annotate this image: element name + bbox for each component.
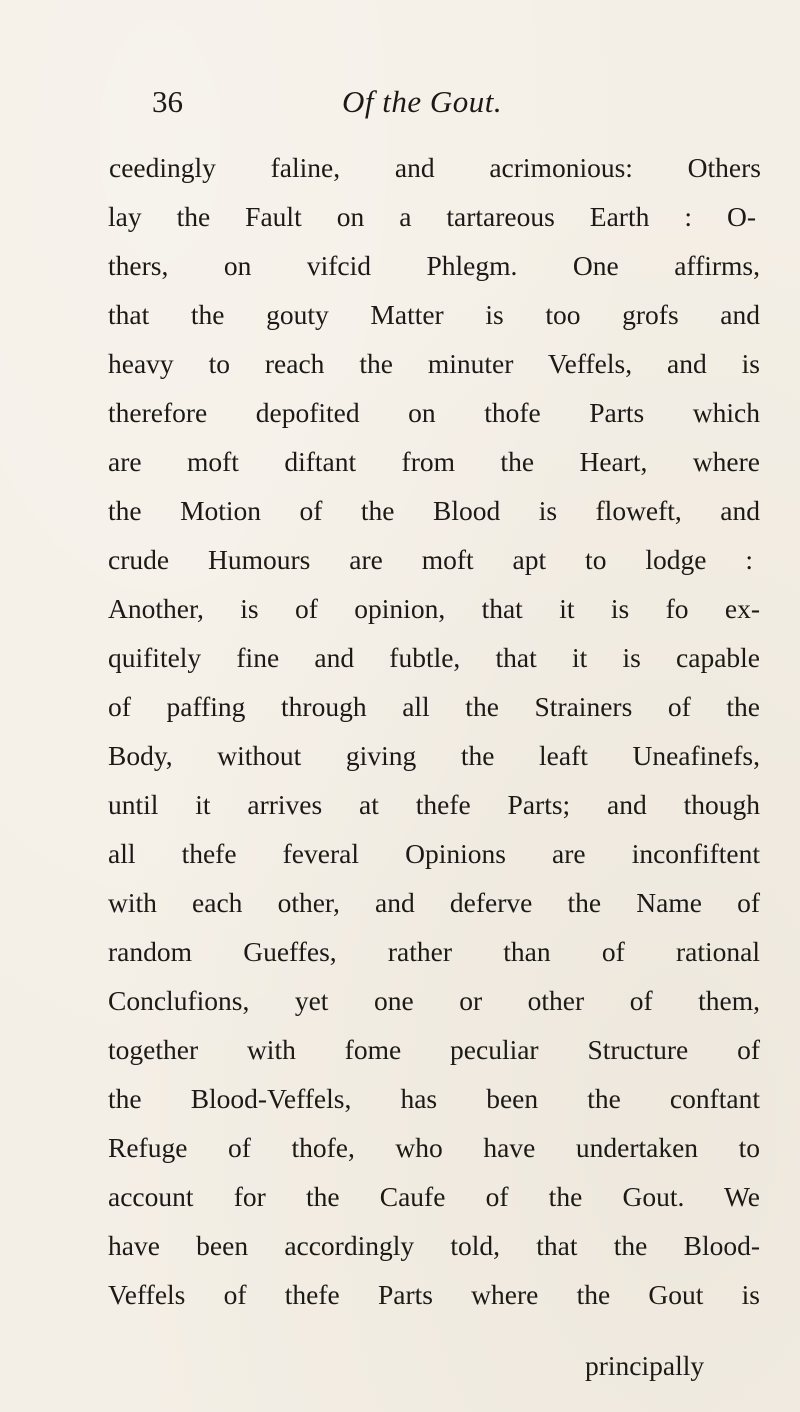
- text-line: together with fome peculiar Structure of: [108, 1034, 760, 1065]
- text-line: Another, is of opinion, that it is fo ex-: [108, 593, 760, 624]
- text-line: lay the Fault on a tartareous Earth : O-: [108, 201, 756, 232]
- catchword: principally: [585, 1350, 705, 1381]
- text-line: that the gouty Matter is too grofs and: [108, 299, 760, 330]
- text-line: with each other, and deferve the Name of: [108, 887, 760, 918]
- text-line: heavy to reach the minuter Veffels, and is: [108, 348, 760, 379]
- text-line: Body, without giving the leaft Uneafinefs,: [108, 740, 760, 771]
- text-line: are moft diftant from the Heart, where: [108, 446, 760, 477]
- text-line: random Gueffes, rather than of rational: [108, 936, 760, 967]
- text-line: have been accordingly told, that the Blood-: [108, 1230, 760, 1261]
- text-line: the Blood-Veffels, has been the conftant: [108, 1083, 760, 1114]
- text-line: until it arrives at thefe Parts; and though: [108, 789, 760, 820]
- running-head: Of the Gout.: [342, 84, 503, 119]
- text-line: all thefe feveral Opinions are inconfiftent: [108, 838, 760, 869]
- text-line: ceedingly faline, and acrimonious: Others: [109, 152, 761, 183]
- text-line: quifitely fine and fubtle, that it is capable: [108, 642, 760, 673]
- page-number: 36: [152, 84, 183, 119]
- text-line: of paffing through all the Strainers of the: [108, 691, 760, 722]
- text-line: Refuge of thofe, who have undertaken to: [108, 1132, 760, 1163]
- text-line: crude Humours are moft apt to lodge :: [108, 544, 753, 575]
- text-line: account for the Caufe of the Gout. We: [108, 1181, 760, 1212]
- text-line: Conclufions, yet one or other of them,: [108, 985, 760, 1016]
- text-line: therefore depofited on thofe Parts which: [108, 397, 760, 428]
- text-line: the Motion of the Blood is floweft, and: [108, 495, 760, 526]
- text-line: thers, on vifcid Phlegm. One affirms,: [108, 250, 760, 281]
- text-line: Veffels of thefe Parts where the Gout is: [108, 1279, 760, 1310]
